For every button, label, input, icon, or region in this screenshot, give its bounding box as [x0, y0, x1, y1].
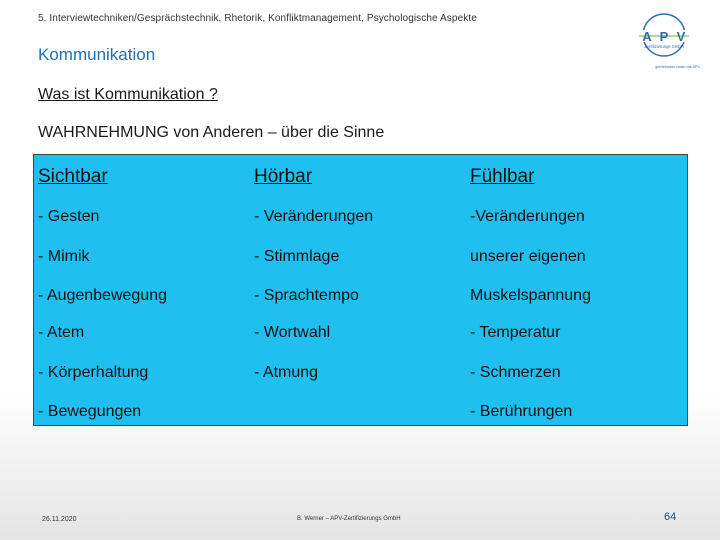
cell-r1-c1: - Gesten — [38, 208, 100, 225]
section-title: Kommunikation — [38, 45, 156, 64]
logo-letter-a: A — [642, 29, 652, 44]
header-topline: 5. Interviewtechniken/Gesprächstechnik, Rhetorik, Konfliktmanagement, Psychologische Aspekte — [38, 13, 477, 24]
cell-r4-c2: - Wortwahl — [254, 324, 331, 341]
cell-r6-c3: - Berührungen — [470, 403, 573, 420]
header-fuehlbar: Fühlbar — [470, 166, 535, 187]
header-sichtbar: Sichtbar — [38, 166, 108, 187]
logo-letter-p: P — [659, 29, 669, 44]
cell-r5-c3: - Schmerzen — [470, 364, 561, 381]
footer-author: B. Werner – APV-Zertifizierungs GmbH — [297, 516, 401, 522]
cell-r5-c2: - Atmung — [254, 364, 319, 381]
footer-date: 26.11.2020 — [42, 516, 77, 523]
cell-r6-c1: - Bewegungen — [38, 403, 142, 420]
logo-letter-v: V — [676, 29, 686, 44]
cell-r2-c3: unserer eigenen — [470, 248, 586, 265]
cell-r3-c3: Muskelspannung — [470, 287, 591, 304]
page-number: 64 — [664, 511, 677, 523]
cell-r1-c3: -Veränderungen — [470, 208, 585, 225]
apv-logo — [626, 10, 702, 72]
senses-table — [33, 154, 688, 426]
cell-r2-c2: - Stimmlage — [254, 248, 340, 265]
logo-tagline: gemeinsam voran mit APV — [655, 65, 700, 69]
logo-company: Zertifizierungs GmbH — [644, 44, 684, 49]
cell-r2-c1: - Mimik — [38, 248, 90, 265]
question-title: Was ist Kommunikation ? — [38, 86, 218, 103]
header-hoerbar: Hörbar — [254, 166, 313, 187]
cell-r1-c2: - Veränderungen — [254, 208, 374, 225]
cell-r3-c1: - Augenbewegung — [38, 287, 167, 304]
cell-r4-c3: - Temperatur — [470, 324, 561, 341]
cell-r4-c1: - Atem — [38, 324, 85, 341]
cell-r5-c1: - Körperhaltung — [38, 364, 149, 381]
cell-r3-c2: - Sprachtempo — [254, 287, 359, 304]
subtitle: WAHRNEHMUNG von Anderen – über die Sinne — [38, 124, 385, 141]
